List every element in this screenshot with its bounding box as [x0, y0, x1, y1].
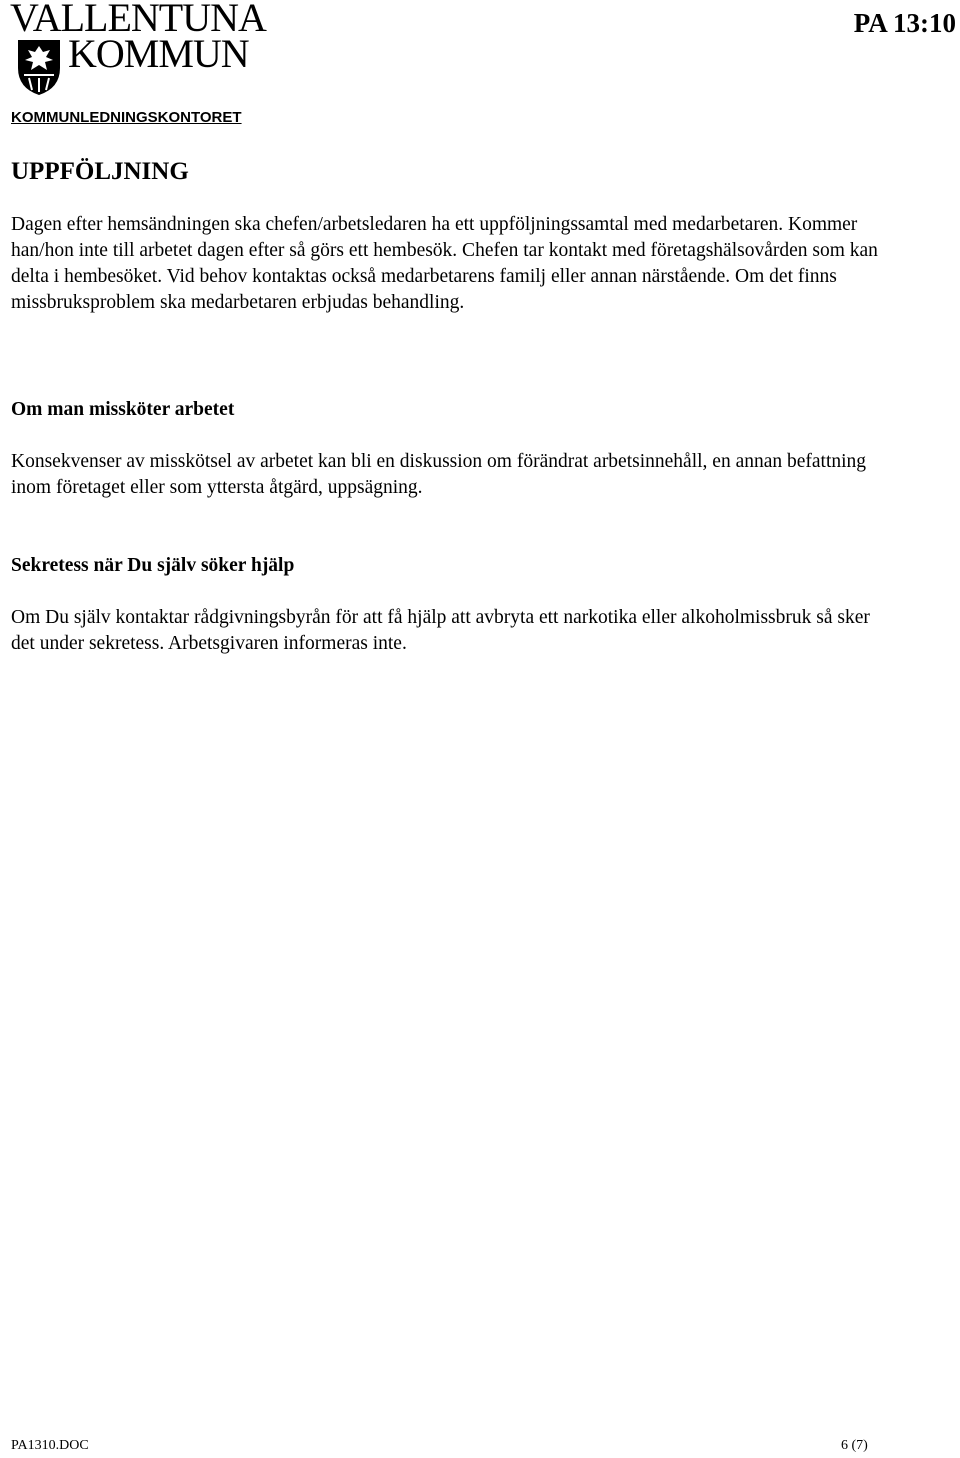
department-name: KOMMUNLEDNINGSKONTORET [11, 109, 242, 126]
heading-confidentiality: Sekretess när Du själv söker hjälp [11, 555, 295, 576]
paragraph-misconduct: Konsekvenser av misskötsel av arbetet kan bli en diskussion om förändrat arbetsinnehåll, en annan befattning inom företaget eller som yttersta åtgärd, uppsägning. [11, 451, 867, 498]
coat-of-arms-icon [16, 38, 62, 96]
paragraph-followup: Dagen efter hemsändningen ska chefen/arbetsledaren ha ett uppföljningssamtal med medarbetaren. Kommer han/hon inte till arbetet dagen efter så görs ett hembesök. Chefen tar kontakt med företagshälsovården som kan delta i hembesöket. Vid behov kontaktas också medarbetarens familj eller annan närstående. Om det finns missbruksproblem ska medarbetaren erbjudas behandling. [11, 214, 878, 313]
municipality-logo [10, 0, 270, 100]
document-code: PA 13:10 [853, 8, 956, 38]
paragraph-confidentiality: Om Du själv kontaktar rådgivningsbyrån för att få hjälp att avbryta ett narkotika eller alkoholmissbruk så sker det under sekretess. Arbetsgivaren informeras inte. [11, 607, 870, 654]
footer-page-number: 6 (7) [841, 1438, 868, 1453]
logo-text-line2: KOMMUN [68, 31, 249, 76]
heading-misconduct: Om man missköter arbetet [11, 399, 235, 420]
section-title: UPPFÖLJNING [11, 158, 189, 185]
logo-text-line1: VALLENTUNA [10, 0, 266, 40]
footer-filename: PA1310.DOC [11, 1438, 89, 1453]
